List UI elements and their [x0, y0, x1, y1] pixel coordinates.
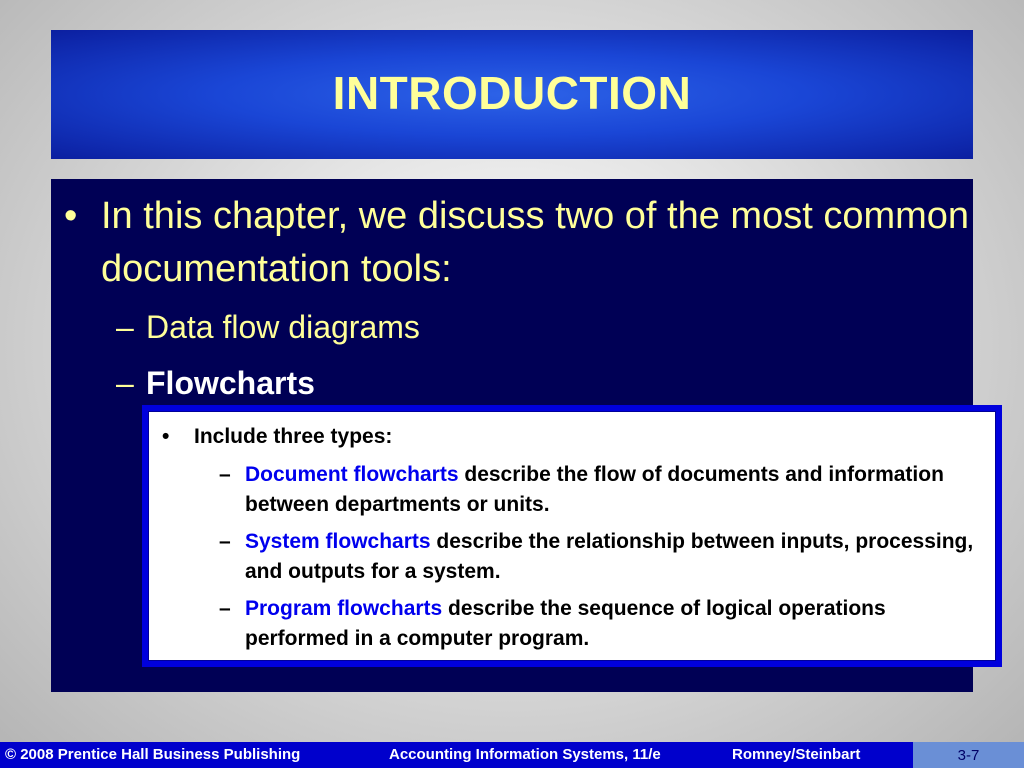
footer-course: Accounting Information Systems, 11/e — [389, 746, 661, 763]
callout-body — [148, 411, 996, 661]
subitem-data-flow-diagrams — [116, 309, 420, 346]
description: describe the relationship between inputs, processing, and outputs for a system. — [245, 530, 974, 583]
term: System flowcharts — [245, 530, 431, 553]
subitem-text: Flowcharts — [146, 365, 315, 401]
flowchart-types-callout — [142, 405, 1002, 667]
footer-authors: Romney/Steinbart — [732, 746, 861, 763]
page-number: 3-7 — [913, 742, 1024, 768]
bullet-glyph: • — [162, 425, 170, 448]
subitem-text: Data flow diagrams — [146, 309, 420, 345]
bullet-glyph: • — [64, 195, 78, 237]
main-bullet-text: In this chapter, we discuss two of the most common documentation tools: — [101, 195, 970, 290]
dash-glyph: – — [219, 597, 231, 620]
footer-copyright: © 2008 Prentice Hall Business Publishing — [5, 746, 301, 763]
subitem-flowcharts — [116, 365, 315, 402]
dash-glyph: – — [116, 365, 134, 401]
term: Program flowcharts — [245, 597, 443, 620]
dash-glyph: – — [219, 530, 231, 553]
term: Document flowcharts — [245, 463, 459, 486]
slide-title: INTRODUCTION — [332, 66, 692, 119]
title-banner — [51, 30, 973, 159]
dash-glyph: – — [116, 309, 134, 345]
description: describe the sequence of logical operations performed in a computer program. — [245, 597, 886, 650]
dash-glyph: – — [219, 463, 231, 486]
slide-footer — [0, 742, 1024, 768]
callout-heading: Include three types: — [194, 425, 393, 448]
description: describe the flow of documents and information between departments or units. — [245, 463, 944, 516]
